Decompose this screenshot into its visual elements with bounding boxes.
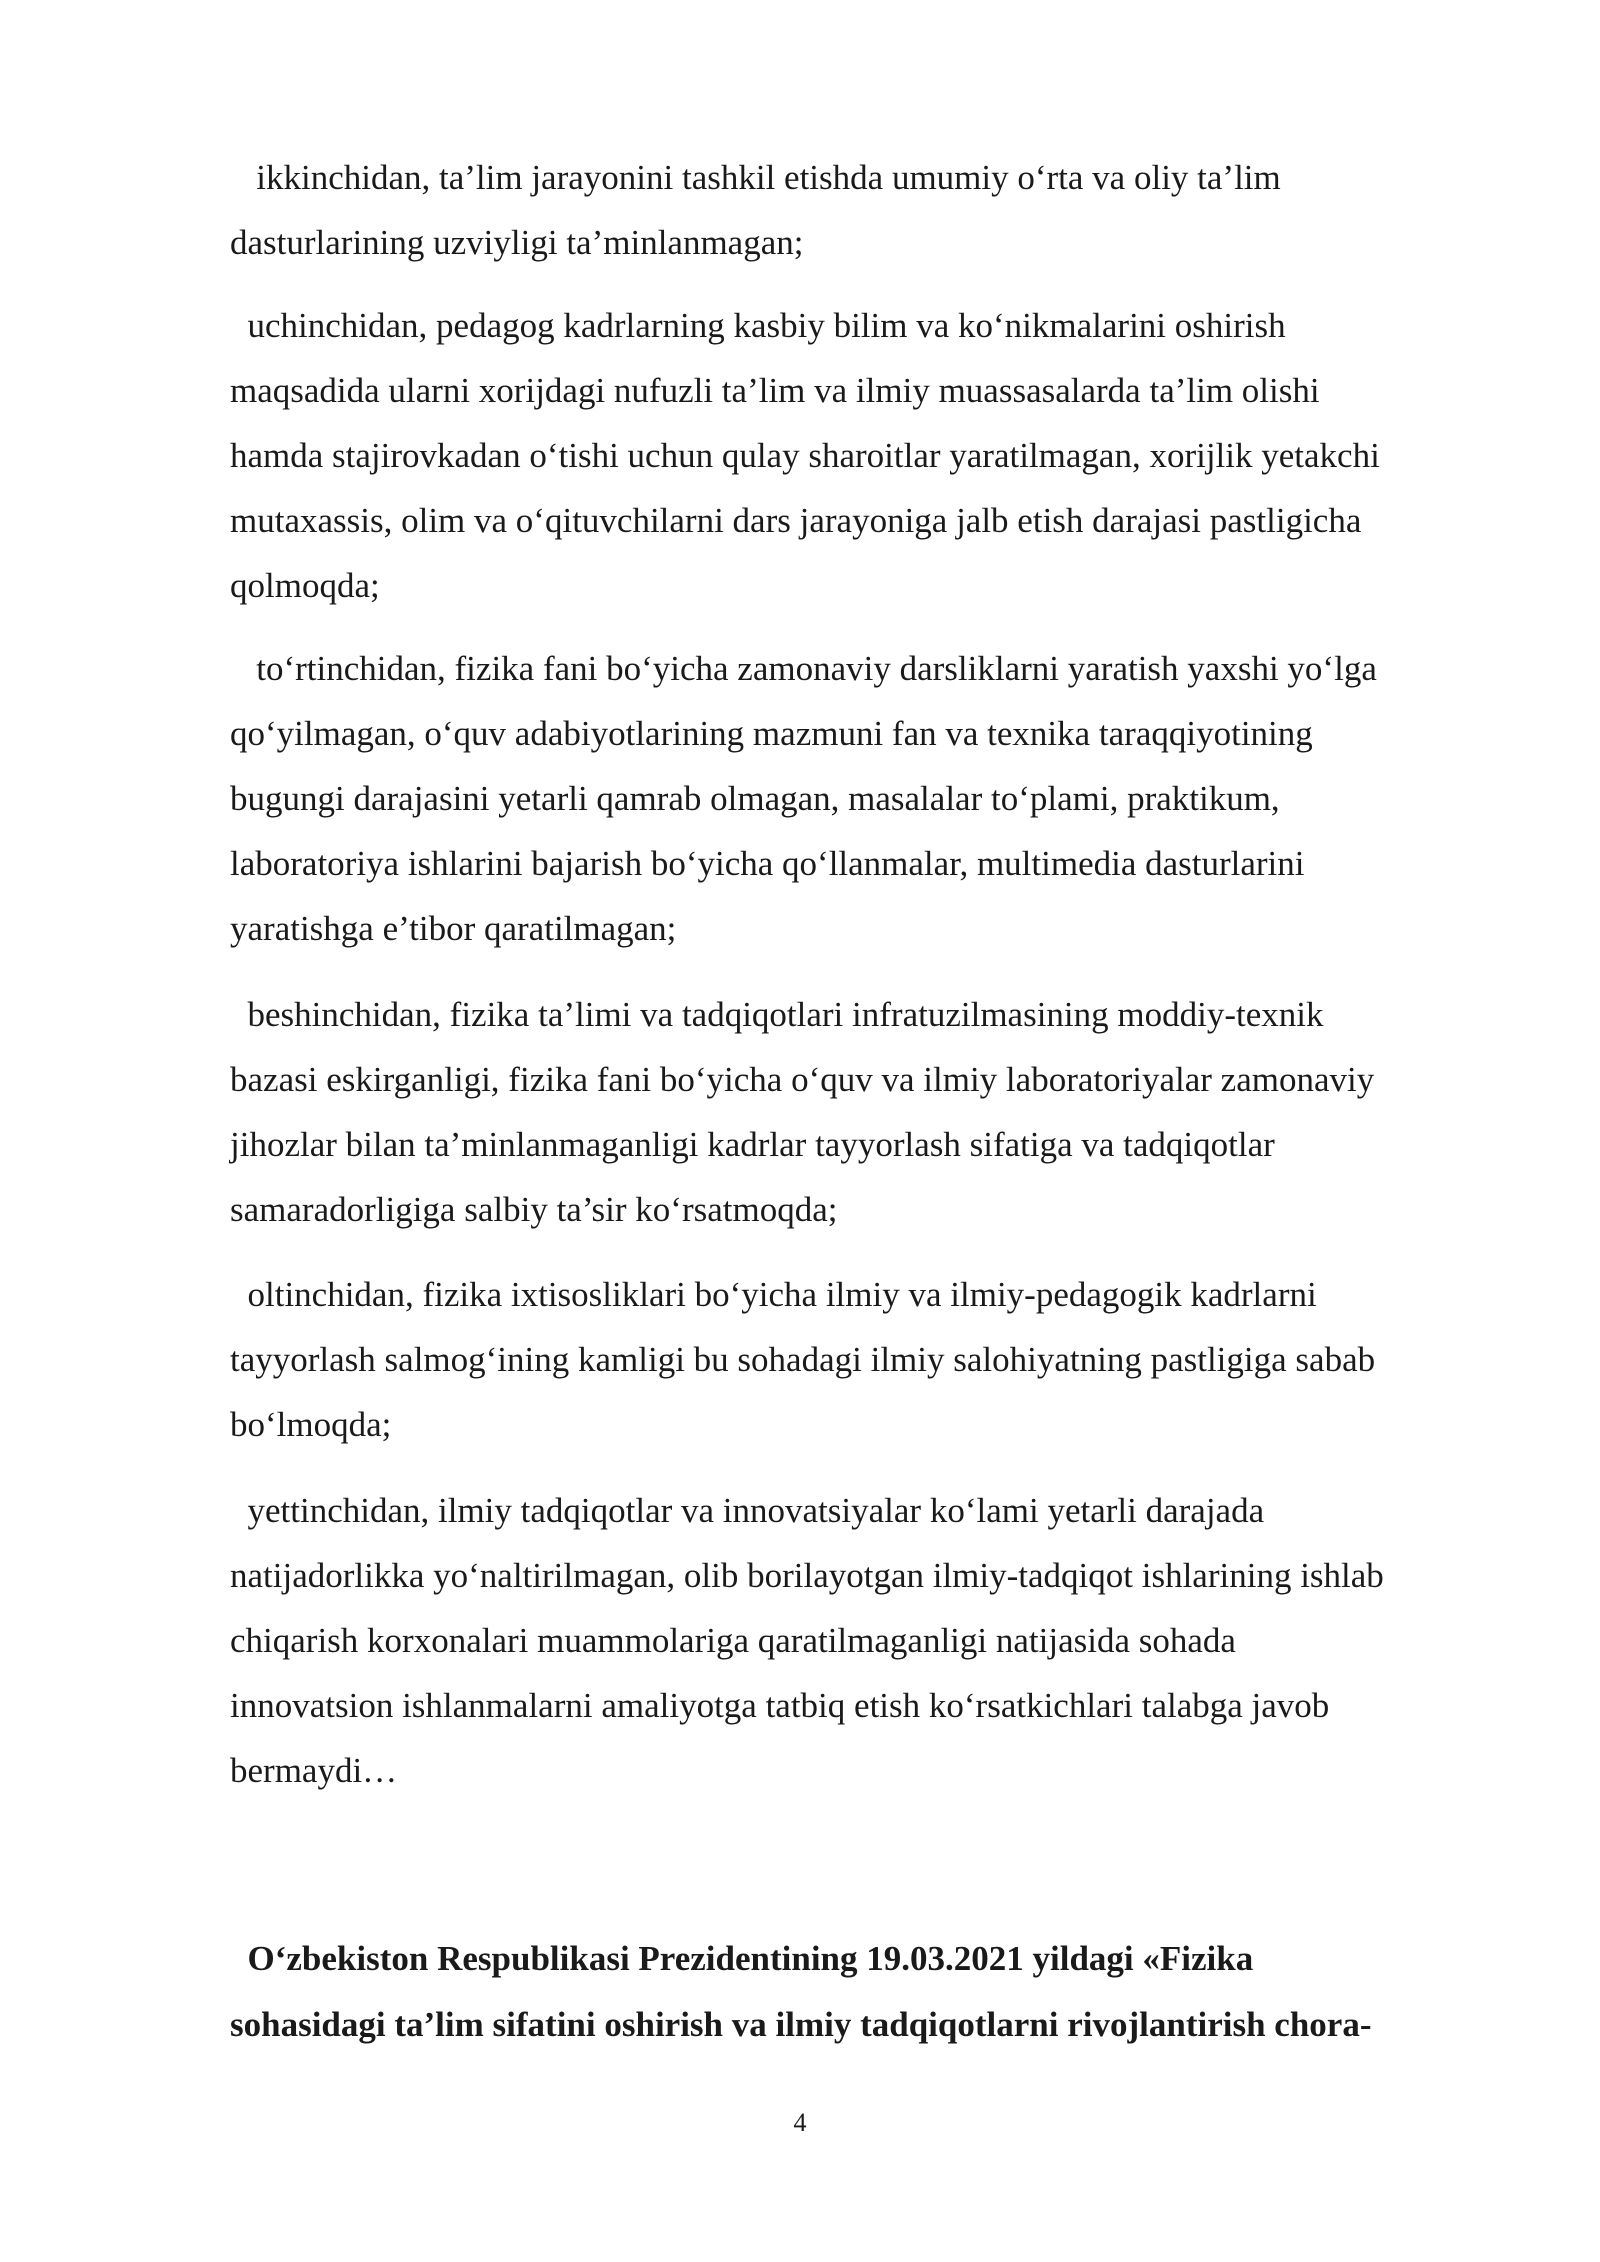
text-line: beshinchidan, fizika ta’limi va tadqiqotlari infratuzilmasining moddiy-texnik: [230, 995, 1324, 1034]
page-number: 4: [793, 2108, 807, 2137]
text-line: uchinchidan, pedagog kadrlarning kasbiy bilim va ko‘nikmalarini oshirish: [230, 306, 1286, 345]
text-line: hamda stajirovkadan o‘tishi uchun qulay sharoitlar yaratilmagan, xorijlik yetakchi: [230, 436, 1380, 475]
text-line: chiqarish korxonalari muammolariga qaratilmaganligi natijasida sohada: [230, 1621, 1236, 1660]
paragraph-tortinchidan: [230, 636, 1492, 961]
text-line: maqsadida ularni xorijdagi nufuzli ta’lim va ilmiy muassasalarda ta’lim olishi: [230, 371, 1320, 410]
text-line: natijadorlikka yo‘naltirilmagan, olib borilayotgan ilmiy-tadqiqot ishlarining ishlab: [230, 1556, 1384, 1595]
text-line: laboratoriya ishlarini bajarish bo‘yicha qo‘llanmalar, multimedia dasturlarini: [230, 844, 1305, 883]
heading-line: O‘zbekiston Respublikasi Prezidentining 19.03.2021 yildagi «Fizika: [230, 1939, 1254, 1978]
text-line: bermaydi…: [230, 1751, 398, 1790]
text-line: to‘rtinchidan, fizika fani bo‘yicha zamonaviy darsliklarni yaratish yaxshi yo‘lga: [230, 649, 1377, 688]
decree-heading: [230, 1926, 1492, 2058]
text-line: jihozlar bilan ta’minlanmaganligi kadrlar tayyorlash sifatiga va tadqiqotlar: [230, 1125, 1275, 1164]
text-line: bazasi eskirganligi, fizika fani bo‘yicha o‘quv va ilmiy laboratoriyalar zamonaviy: [230, 1060, 1375, 1099]
paragraph-oltinchidan: [230, 1262, 1492, 1457]
text-line: yaratishga e’tibor qaratilmagan;: [230, 909, 677, 948]
heading-line: sohasidagi ta’lim sifatini oshirish va ilmiy tadqiqotlarni rivojlantirish chora-: [230, 2005, 1372, 2044]
text-line: qolmoqda;: [230, 566, 380, 605]
text-line: oltinchidan, fizika ixtisosliklari bo‘yicha ilmiy va ilmiy-pedagogik kadrlarni: [230, 1275, 1317, 1314]
paragraph-yettinchidan: [230, 1478, 1492, 1803]
text-line: tayyorlash salmog‘ining kamligi bu sohadagi ilmiy salohiyatning pastligiga sabab: [230, 1340, 1376, 1379]
paragraph-uchinchidan: [230, 293, 1492, 618]
text-line: bo‘lmoqda;: [230, 1405, 392, 1444]
text-line: mutaxassis, olim va o‘qituvchilarni dars jarayoniga jalb etish darajasi pastligicha: [230, 501, 1362, 540]
paragraph-ikkinchidan: [230, 145, 1492, 275]
paragraph-beshinchidan: [230, 982, 1492, 1242]
text-line: samaradorligiga salbiy ta’sir ko‘rsatmoqda;: [230, 1190, 838, 1229]
text-line: dasturlarining uzviyligi ta’minlanmagan;: [230, 223, 804, 262]
text-line: bugungi darajasini yetarli qamrab olmagan, masalalar to‘plami, praktikum,: [230, 779, 1280, 818]
text-line: innovatsion ishlanmalarni amaliyotga tatbiq etish ko‘rsatkichlari talabga javob: [230, 1686, 1330, 1725]
text-line: qo‘yilmagan, o‘quv adabiyotlarining mazmuni fan va texnika taraqqiyotining: [230, 714, 1313, 753]
text-line: yettinchidan, ilmiy tadqiqotlar va innovatsiyalar ko‘lami yetarli darajada: [230, 1491, 1265, 1530]
text-line: ikkinchidan, ta’lim jarayonini tashkil etishda umumiy o‘rta va oliy ta’lim: [230, 158, 1281, 197]
